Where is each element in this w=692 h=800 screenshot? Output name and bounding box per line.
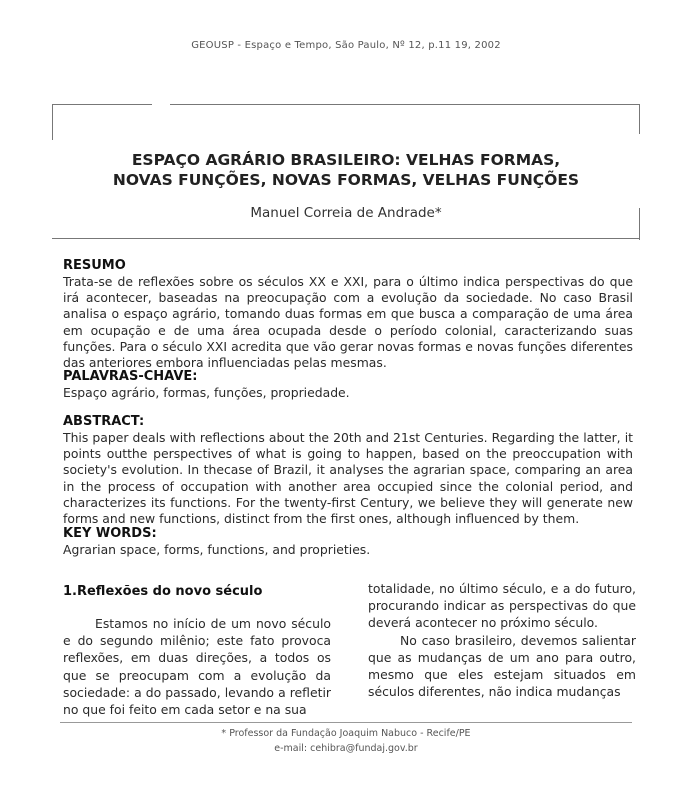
key-words-heading: KEY WORDS: — [63, 526, 157, 541]
title-box-left-tick — [52, 104, 53, 140]
resumo-text: Trata-se de reflexões sobre os séculos XX e XXI, para o último indica perspectivas do que irá acontecer, baseadas na preocupação com a evolução da sociedade. No caso Brasil analisa o espaço agrário, tomando duas formas em que busca a comparação de uma área em ocupação e de uma área ocupada desde o período colonial, caracterizando suas funções. Para o século XXI acredita que vão gerar novas formas e novas funções diferentes das anteriores embora influenciadas pelas mesmas. — [63, 274, 633, 371]
article-title — [52, 150, 640, 190]
abstract-text: This paper deals with reflections about the 20th and 21st Centuries. Regarding the latter, it points outthe perspectives of what is going to happen, based on the preoccupation with society's evolution. In thecase of Brazil, it analyses the agrarian space, comparing an area in the process of occupation with another area occupied since the colonial period, and characterizes its functions. For the twenty-first Century, we believe they will generate new forms and new functions, distinct from the first ones, although influenced by them. — [63, 430, 633, 527]
section1-heading: 1.Reflexões do novo século — [63, 584, 263, 599]
resumo-heading: RESUMO — [63, 258, 126, 273]
author-name: Manuel Correia de Andrade* — [250, 205, 442, 221]
title-box-right-tick — [639, 104, 640, 134]
palavras-chave-text: Espaço agrário, formas, funções, propriedade. — [63, 385, 350, 400]
footnote-rule — [60, 722, 632, 723]
left-column — [63, 615, 331, 718]
title-box-top-rule-left — [52, 104, 152, 105]
footnote-email: e-mail: cehibra@fundaj.gov.br — [274, 743, 418, 754]
running-head: GEOUSP - Espaço e Tempo, São Paulo, Nº 12, p.11 19, 2002 — [191, 40, 501, 51]
article-title-line1: ESPAÇO AGRÁRIO BRASILEIRO: VELHAS FORMAS, — [131, 151, 561, 169]
footnote-affiliation: * Professor da Fundação Joaquim Nabuco - Recife/PE — [221, 728, 471, 739]
right-column-paragraph-2: No caso brasileiro, devemos salientar que as mudanças de um ano para outro, mesmo que eles estejam situados em séculos diferentes, não indica mudanças — [368, 632, 636, 700]
key-words-text: Agrarian space, forms, functions, and proprieties. — [63, 542, 371, 557]
right-column-paragraph-1: totalidade, no último século, e a do futuro, procurando indicar as perspectivas do que deverá acontecer no próximo século. — [368, 581, 636, 631]
title-box-bottom-rule — [52, 238, 640, 239]
article-title-line2: NOVAS FUNÇÕES, NOVAS FORMAS, VELHAS FUNÇÕES — [112, 171, 580, 189]
palavras-chave-heading: PALAVRAS-CHAVE: — [63, 369, 198, 384]
left-column-paragraph: Estamos no início de um novo século e do segundo milênio; este fato provoca reflexões, em duas direções, a todos os que se preocupam com a evolução da sociedade: a do passado, levando a refletir no que foi feito em cada setor e na sua — [63, 616, 331, 718]
abstract-heading: ABSTRACT: — [63, 414, 145, 429]
title-box — [52, 100, 640, 238]
right-column — [368, 580, 636, 700]
title-box-top-rule-right — [170, 104, 640, 105]
